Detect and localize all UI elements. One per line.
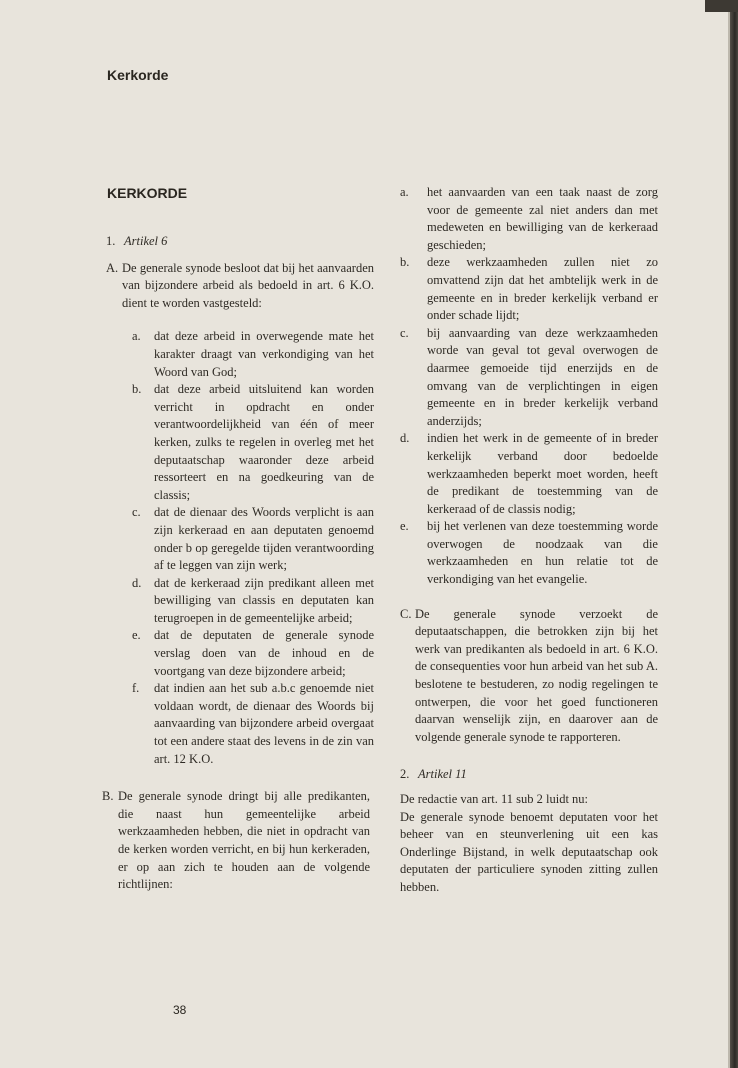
sublist-a (106, 328, 374, 768)
item-label: e. (400, 519, 409, 534)
running-head: Kerkorde (107, 67, 169, 83)
item-label: e. (132, 628, 141, 643)
item-label: a. (400, 185, 409, 199)
item-text: het aanvaarden van een taak naast de zorg voor de gemeente zal niet anders dan met medeweten en bewilliging van de kerkeraad geschieden; (427, 185, 658, 252)
page-edge-shadow (730, 0, 738, 1068)
item-label: c. (400, 325, 409, 340)
section-text: De generale synode dringt bij alle predikanten, die naast hun gemeentelijke arbeid werkzaamheden hebben, die niet in opdracht van de kerken worden verricht, en bij hun kerkeraden, er op aan zich te houden aan de volgende richtlijnen: (118, 789, 370, 892)
item-label: d. (132, 575, 142, 590)
item-label: a. (132, 329, 141, 344)
list-item (400, 325, 658, 431)
item-text: dat deze arbeid uitsluitend kan worden verricht in opdracht en onder verantwoordelijkheid van één of meer kerken, zulks te regelen in overleg met het deputaatschap waaronder deze arbeid ressorteert en na goedkeuring van de classis; (154, 382, 374, 502)
right-column (400, 184, 658, 897)
list-item (132, 575, 374, 628)
item-text: dat de dienaar des Woords verplicht is aan zijn kerkeraad en aan deputaten genoemd onder b op geregelde tijden verantwoording af te leggen van zijn werk; (154, 505, 374, 573)
list-item (400, 184, 658, 254)
page-edge-corner (705, 0, 738, 12)
article-title: Artikel 6 (124, 234, 168, 248)
article-number: 2. (400, 767, 410, 782)
item-text: dat indien aan het sub a.b.c genoemde niet voldaan wordt, de dienaar des Woords bij aanvaarding van bijzondere arbeid overgaat tot een andere staat des levens in de zin van art. 12 K.O. (154, 681, 374, 766)
list-item (400, 254, 658, 324)
page-number: 38 (173, 1003, 187, 1017)
item-text: deze werkzaamheden zullen niet zo omvattend zijn dat het ambtelijk werk in de gemeente en in breder kerkelijk verband er onder schade lijdt; (427, 255, 658, 323)
article-paragraph: De generale synode benoemt deputaten voor het beheer van en steunverlening uit een kas Onderlinge Bijstand, in welk deputaatschap ook deputaten der particuliere synoden zitting zullen hebben. (400, 809, 658, 894)
list-item (132, 504, 374, 574)
item-text: bij aanvaarding van deze werkzaamheden worde van geval tot geval overwogen de daarmee gemoeide tijd enerzijds en de omvang van de verplichtingen in eigen gemeente en in breder kerkelijk verband anderzijds; (427, 325, 658, 428)
item-label: d. (400, 431, 410, 446)
section-label: B. (102, 789, 114, 804)
list-item (132, 381, 374, 504)
item-text: dat deze arbeid in overwegende mate het karakter draagt van verkondiging van het Woord van God; (154, 329, 374, 379)
article-heading (106, 233, 374, 251)
section-text: De generale synode besloot dat bij het aanvaarden van bijzondere arbeid als bedoeld in art. 6 K.O. dient te worden vastgesteld: (122, 260, 374, 310)
list-item (400, 430, 658, 518)
sublist-b (400, 184, 658, 589)
item-label: c. (132, 505, 141, 520)
list-item (132, 328, 374, 381)
article-paragraph: De redactie van art. 11 sub 2 luidt nu: (400, 792, 589, 806)
section-label: A. (106, 260, 119, 275)
left-column (102, 233, 374, 894)
list-item (132, 680, 374, 768)
item-label: f. (132, 681, 140, 696)
list-item (132, 627, 374, 680)
article-number: 1. (106, 234, 116, 248)
item-label: b. (400, 255, 410, 270)
section-c (400, 606, 658, 747)
section-text: De generale synode verzoekt de deputaatschappen, die betrokken zijn bij het werk van predikanten als bedoeld in art. 6 K.O. de consequenties voor hun arbeid van het sub A. beslotene te bestuderen, zo nodig regelingen te ontwerpen, die voor het goed functioneren daarvan wenselijk zijn, en daarover aan de volgende generale synode te rapporteren. (415, 606, 658, 744)
article-heading (400, 766, 658, 784)
item-text: dat de deputaten de generale synode verslag doen van de inhoud en de voortgang van deze bijzondere arbeid; (154, 628, 374, 678)
item-text: indien het werk in de gemeente of in breder kerkelijk verband door bedoelde werkzaamheden beperkt moet worden, heeft de predikant de toestemming van de kerkeraad of de classis nodig; (427, 431, 658, 516)
item-label: b. (132, 382, 142, 397)
section-title: KERKORDE (107, 185, 188, 201)
section-a (106, 260, 374, 313)
article-title: Artikel 11 (418, 767, 467, 782)
item-text: dat de kerkeraad zijn predikant alleen met bewilliging van classis en deputaten kan terugroepen in de gemeentelijke arbeid; (154, 575, 374, 625)
section-label: C. (400, 606, 412, 621)
section-b (102, 788, 370, 894)
item-text: bij het verlenen van deze toestemming worde overwogen de noodzaak van die werkzaamheden en hun relatie tot de verkondiging van het evangelie. (427, 519, 658, 587)
list-item (400, 518, 658, 588)
